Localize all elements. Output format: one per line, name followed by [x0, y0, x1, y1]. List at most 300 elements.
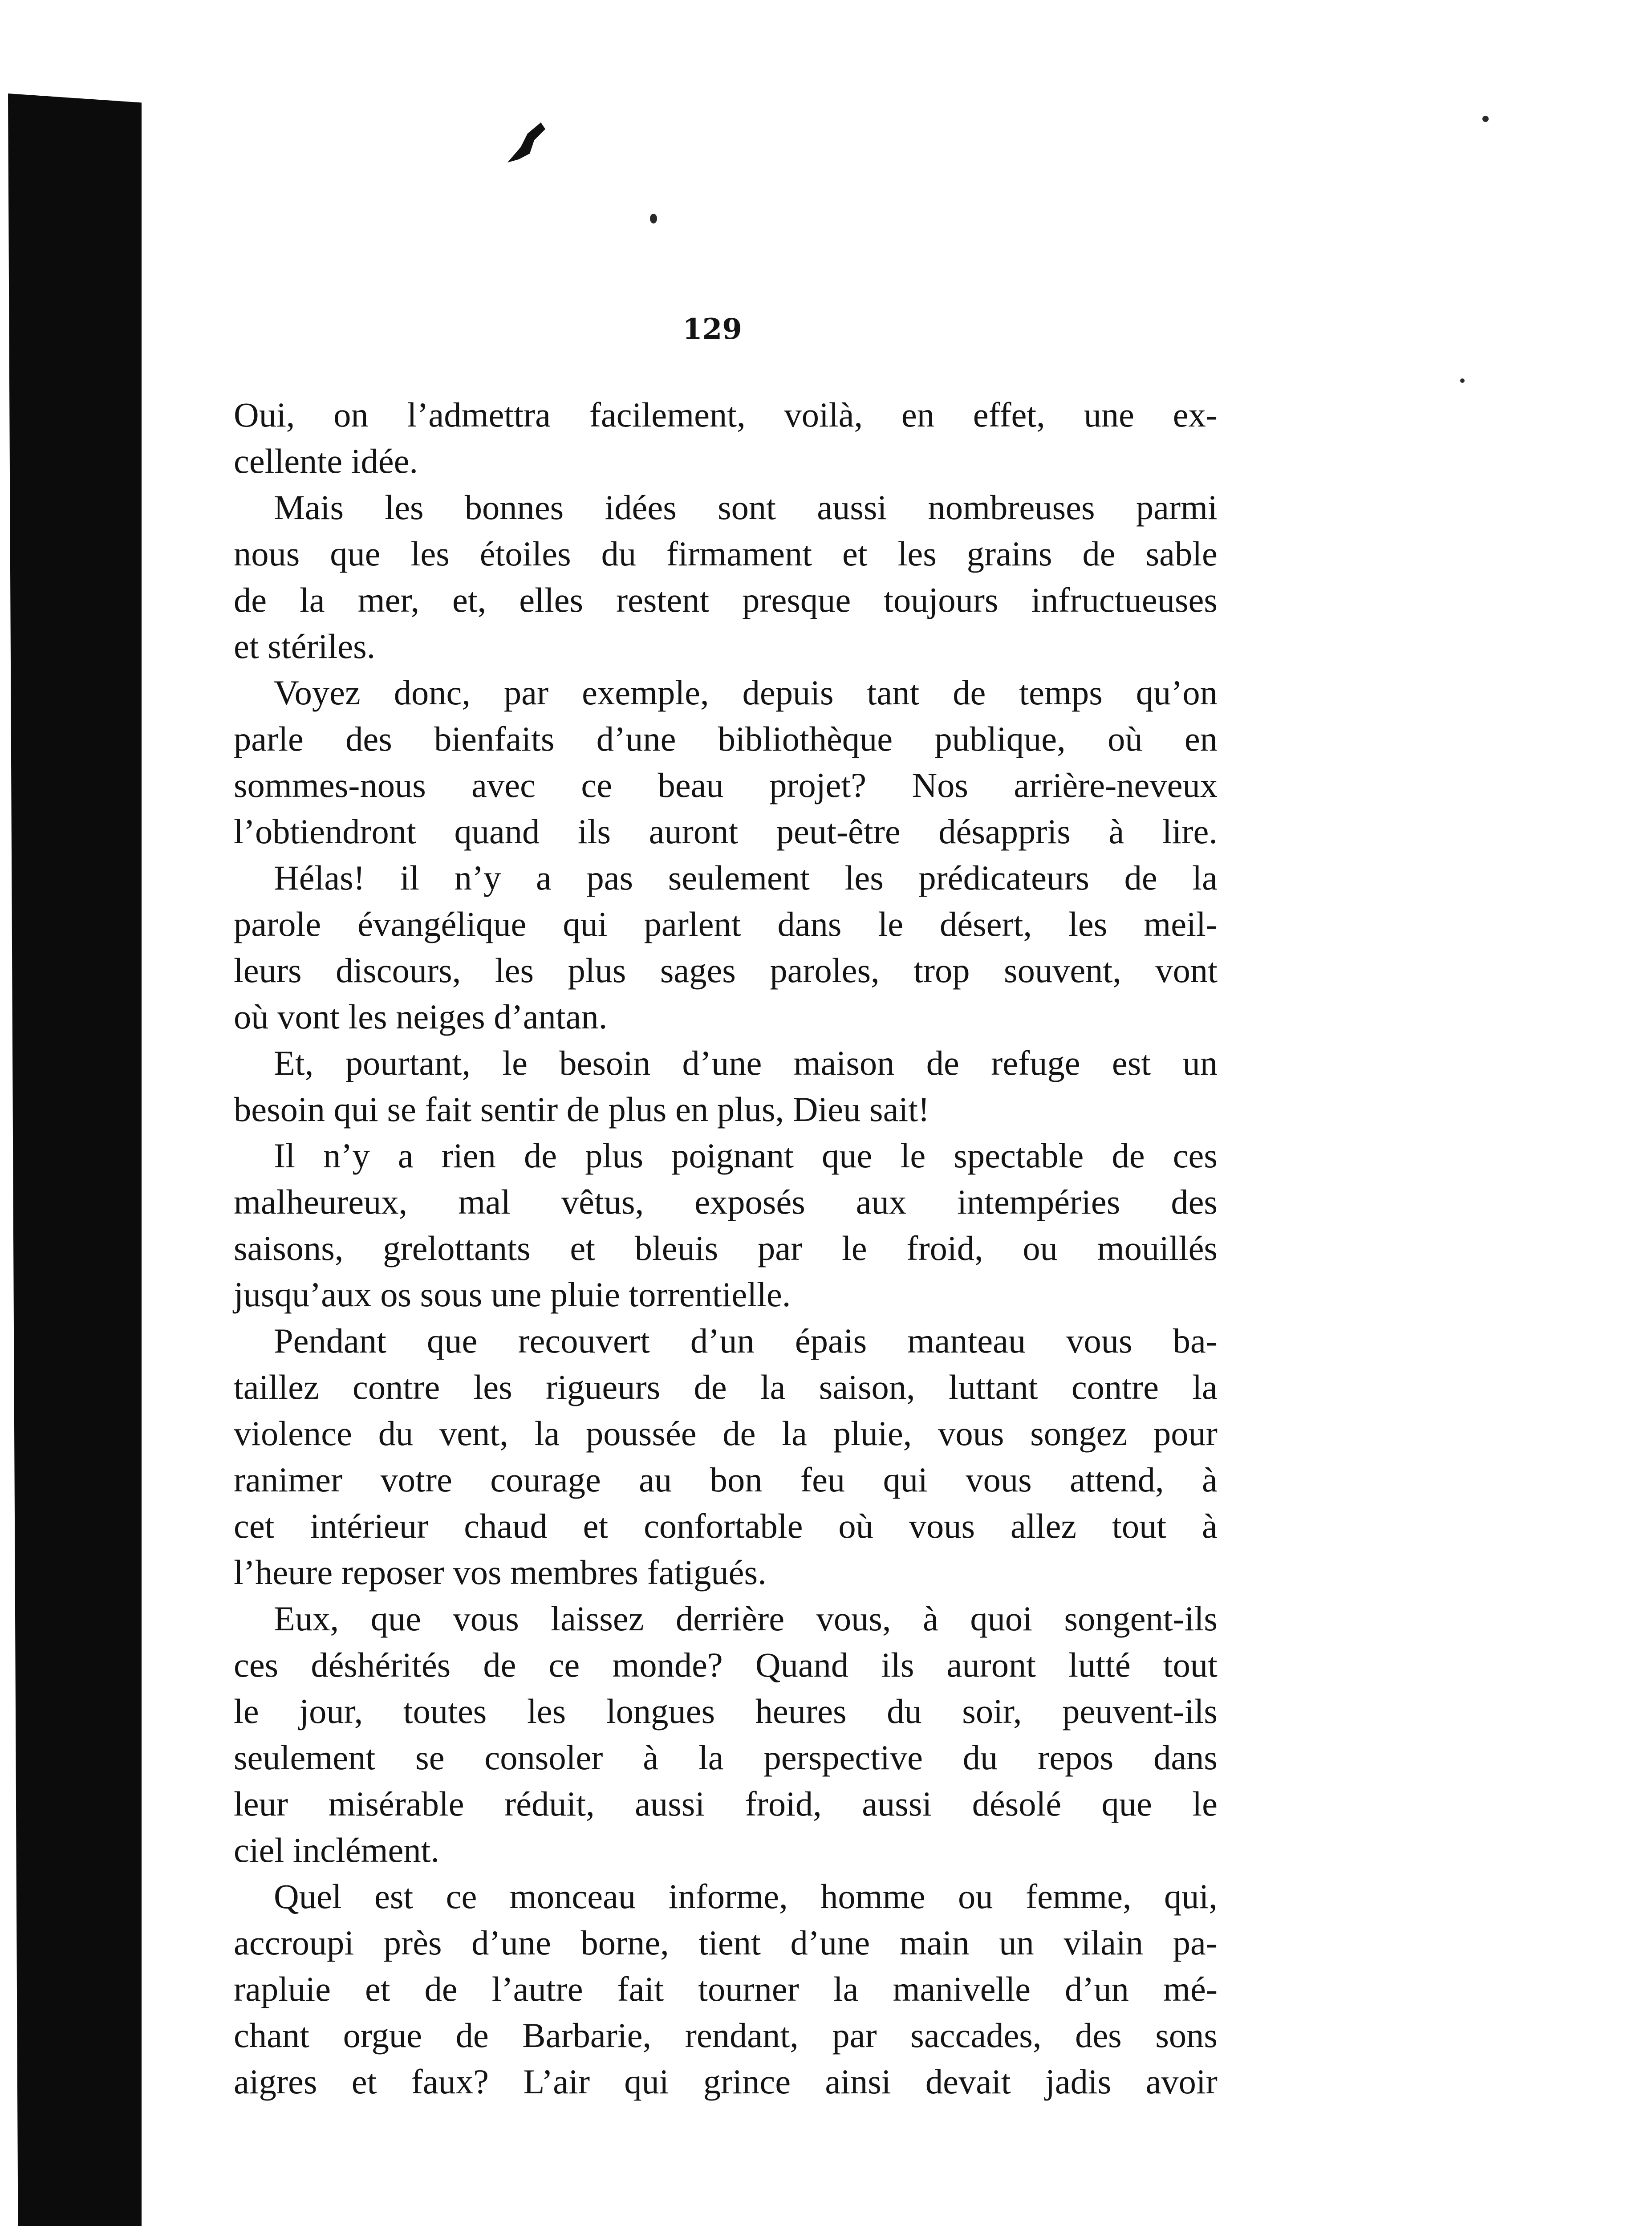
word: en — [1184, 719, 1218, 758]
word: peuvent-ils — [1062, 1692, 1218, 1730]
word: est — [1112, 1044, 1151, 1082]
word: attend, — [1070, 1460, 1164, 1499]
word: peut-être — [776, 812, 901, 851]
word: tout — [1112, 1507, 1167, 1545]
word: la — [300, 581, 325, 619]
word: soir, — [962, 1692, 1022, 1730]
word: nous — [234, 534, 300, 573]
word: évangélique — [357, 905, 527, 943]
word: de — [1082, 534, 1116, 573]
word: pluie, — [833, 1414, 912, 1453]
word: froid, — [745, 1784, 822, 1823]
word: songez — [1030, 1414, 1128, 1453]
word: paroles, — [770, 951, 880, 990]
word: main — [899, 1923, 970, 1962]
word: mé- — [1163, 1970, 1218, 2008]
word: poussée — [586, 1414, 697, 1453]
word: rigueurs — [545, 1368, 661, 1406]
word: est — [374, 1877, 414, 1916]
word: les — [495, 951, 534, 990]
word: restent — [616, 581, 710, 619]
word: le — [841, 1229, 867, 1267]
word: rapluie — [234, 1970, 331, 2008]
word: repos — [1038, 1738, 1114, 1777]
word: prédicateurs — [918, 858, 1089, 897]
word: à — [1108, 812, 1124, 851]
text-line — [234, 1920, 1218, 1966]
word: L’air — [523, 2062, 590, 2101]
word: qui, — [1164, 1877, 1218, 1916]
text-line — [234, 484, 1218, 531]
word: saison, — [819, 1368, 915, 1406]
word: accroupi — [234, 1923, 354, 1962]
word: trop — [913, 951, 970, 990]
word: jour, — [299, 1692, 363, 1730]
word: infructueuses — [1031, 581, 1218, 619]
word: ces — [1173, 1136, 1218, 1175]
word: que — [1101, 1784, 1152, 1823]
word: la — [534, 1414, 560, 1453]
text-line — [234, 670, 1218, 716]
word: par — [503, 673, 549, 712]
word: en — [901, 395, 934, 434]
word: idées — [605, 488, 677, 527]
word: sable — [1145, 534, 1218, 573]
word: misérable — [328, 1784, 464, 1823]
word: de — [722, 1414, 756, 1453]
word: parlent — [644, 905, 741, 943]
word: ce — [581, 766, 613, 804]
word: où — [838, 1507, 873, 1545]
word: discours, — [336, 951, 461, 990]
word: sont — [718, 488, 776, 527]
text-line — [234, 947, 1218, 994]
word: borne, — [580, 1923, 669, 1962]
text-line — [234, 2059, 1218, 2105]
word: Barbarie, — [522, 2016, 652, 2055]
word: d’un — [690, 1321, 755, 1360]
word: effet, — [973, 395, 1045, 434]
word: confortable — [644, 1507, 803, 1545]
word: les — [385, 488, 424, 527]
word: se — [415, 1738, 445, 1777]
text-line — [234, 1966, 1218, 2012]
word: ils — [577, 812, 611, 851]
word: allez — [1010, 1507, 1077, 1545]
word: taillez — [234, 1368, 319, 1406]
text-line — [234, 1225, 1218, 1271]
word: Quel — [274, 1877, 342, 1916]
word: tant — [867, 673, 920, 712]
word: de — [524, 1136, 557, 1175]
word: consoler — [484, 1738, 603, 1777]
word: toujours — [884, 581, 999, 619]
word: cet — [234, 1507, 275, 1545]
word: plus — [585, 1136, 644, 1175]
text-line — [234, 1040, 1218, 1086]
word: de — [455, 2016, 489, 2055]
word: presque — [742, 581, 851, 619]
word: meil- — [1144, 905, 1218, 943]
word: quand — [454, 812, 540, 851]
word: lutté — [1068, 1645, 1131, 1684]
word: et — [351, 2062, 377, 2101]
word: Et, — [274, 1044, 314, 1082]
word: de — [483, 1645, 516, 1684]
word: intempéries — [957, 1182, 1120, 1221]
word: parmi — [1136, 488, 1218, 527]
word: ce — [548, 1645, 580, 1684]
word: au — [639, 1460, 672, 1499]
text-line — [234, 2012, 1218, 2059]
word: beau — [658, 766, 724, 804]
word: exemple, — [582, 673, 709, 712]
word: contre — [1071, 1368, 1159, 1406]
text-line — [234, 1781, 1218, 1827]
word: Il — [274, 1136, 295, 1175]
word: ce — [446, 1877, 477, 1916]
word: du — [601, 534, 637, 573]
word: que — [427, 1321, 478, 1360]
word: informe, — [668, 1877, 788, 1916]
word: des — [1075, 2016, 1122, 2055]
word: projet? — [769, 766, 867, 804]
word: tient — [698, 1923, 761, 1962]
word: à — [1202, 1460, 1218, 1499]
word: elles — [519, 581, 584, 619]
word: faux? — [411, 2062, 489, 2101]
word: feu — [800, 1460, 845, 1499]
ink-speck — [1460, 378, 1465, 383]
word: la — [782, 1414, 807, 1453]
word: de — [424, 1970, 458, 2008]
word: aussi — [635, 1784, 705, 1823]
word: bon — [710, 1460, 763, 1499]
word: femme, — [1025, 1877, 1132, 1916]
text-line — [234, 1596, 1218, 1642]
word: de — [953, 673, 986, 712]
word: l’obtiendront — [234, 812, 416, 851]
word: sages — [660, 951, 736, 990]
word: avec — [471, 766, 536, 804]
word: aussi — [817, 488, 887, 527]
word: a — [536, 858, 552, 897]
word: orgue — [343, 2016, 422, 2055]
word: n’y — [323, 1136, 370, 1175]
word: avoir — [1145, 2062, 1218, 2101]
word: dans — [777, 905, 842, 943]
word: réduit, — [504, 1784, 595, 1823]
word: les — [897, 534, 937, 573]
word: qui — [624, 2062, 669, 2101]
word: n’y — [454, 858, 501, 897]
word: d’une — [471, 1923, 551, 1962]
word: depuis — [742, 673, 834, 712]
word: chant — [234, 2016, 309, 2055]
word: perspective — [763, 1738, 923, 1777]
word: de — [1124, 858, 1157, 897]
word: l’autre — [491, 1970, 583, 2008]
text-line — [234, 1410, 1218, 1457]
word: mouillés — [1097, 1229, 1218, 1267]
word: du — [378, 1414, 414, 1453]
word: désolé — [972, 1784, 1062, 1823]
text-line — [234, 762, 1218, 808]
word: ranimer — [234, 1460, 343, 1499]
text-line — [234, 1734, 1218, 1781]
word: bienfaits — [434, 719, 555, 758]
word: exposés — [694, 1182, 805, 1221]
word: qu’on — [1136, 673, 1218, 712]
word: le — [1192, 1784, 1218, 1823]
word: de — [234, 581, 267, 619]
text-line: l’heure reposer vos membres fatigués. — [234, 1553, 767, 1592]
word: mal — [458, 1182, 511, 1221]
text-line: et stériles. — [234, 627, 376, 666]
word: rendant, — [685, 2016, 799, 2055]
word: aussi — [862, 1784, 932, 1823]
word: poignant — [671, 1136, 794, 1175]
word: étoiles — [479, 534, 571, 573]
word: pa- — [1173, 1923, 1218, 1962]
text-line — [234, 1364, 1218, 1410]
word: les — [527, 1692, 566, 1730]
word: vous — [966, 1460, 1032, 1499]
word: épais — [795, 1321, 867, 1360]
word: aigres — [234, 2062, 317, 2101]
text-line — [234, 1873, 1218, 1920]
word: on — [333, 395, 369, 434]
word: par — [757, 1229, 803, 1267]
text-line: cellente idée. — [234, 442, 418, 480]
word: vous — [453, 1599, 519, 1638]
word: à — [643, 1738, 659, 1777]
word: saisons, — [234, 1229, 344, 1267]
word: facilement, — [589, 395, 746, 434]
word: ex- — [1173, 395, 1218, 434]
word: derrière — [676, 1599, 785, 1638]
word: seulement — [234, 1738, 376, 1777]
word: sons — [1155, 2016, 1218, 2055]
word: la — [1192, 1368, 1218, 1406]
word: temps — [1019, 673, 1103, 712]
word: des — [345, 719, 392, 758]
word: parle — [234, 719, 304, 758]
word: pas — [586, 858, 633, 897]
page-number: 129 — [682, 313, 742, 346]
word: refuge — [991, 1044, 1080, 1082]
word: longues — [606, 1692, 715, 1730]
text-line — [234, 531, 1218, 577]
word: besoin — [559, 1044, 651, 1082]
word: Voyez — [274, 673, 361, 712]
ink-speck — [1482, 116, 1489, 122]
word: désappris — [938, 812, 1071, 851]
word: vous, — [816, 1599, 891, 1638]
word: à — [923, 1599, 938, 1638]
word: vent, — [439, 1414, 508, 1453]
word: une — [1084, 395, 1134, 434]
word: pourtant, — [345, 1044, 471, 1082]
word: manivelle — [893, 1970, 1031, 2008]
word: d’une — [790, 1923, 870, 1962]
word: ainsi — [825, 2062, 891, 2101]
word: Pendant — [274, 1321, 386, 1360]
word: et — [570, 1229, 595, 1267]
word: vêtus, — [561, 1182, 644, 1221]
word: nombreuses — [928, 488, 1095, 527]
word: intérieur — [310, 1507, 429, 1545]
word: fait — [617, 1970, 664, 2008]
word: l’admettra — [407, 395, 551, 434]
word: du — [887, 1692, 922, 1730]
word: le — [502, 1044, 528, 1082]
word: chaud — [464, 1507, 548, 1545]
word: luttant — [948, 1368, 1038, 1406]
word: homme — [820, 1877, 925, 1916]
word: tourner — [698, 1970, 799, 2008]
word: que — [370, 1599, 421, 1638]
word: monde? — [612, 1645, 723, 1684]
word: et — [583, 1507, 609, 1545]
word: malheureux, — [234, 1182, 408, 1221]
word: et, — [452, 581, 487, 619]
word: ces — [234, 1645, 279, 1684]
word: monceau — [509, 1877, 636, 1916]
word: vont — [1155, 951, 1218, 990]
word: maison — [793, 1044, 895, 1082]
word: ou — [1023, 1229, 1058, 1267]
word: vous — [909, 1507, 975, 1545]
word: heures — [755, 1692, 847, 1730]
word: songent-ils — [1064, 1599, 1218, 1638]
word: vous — [1066, 1321, 1132, 1360]
text-line: besoin qui se fait sentir de plus en plus, Dieu sait! — [234, 1090, 930, 1129]
body-text — [234, 392, 1218, 2105]
word: bleuis — [634, 1229, 718, 1267]
word: désert, — [940, 905, 1032, 943]
word: vous — [938, 1414, 1004, 1453]
word: mer, — [357, 581, 420, 619]
word: des — [1171, 1182, 1218, 1221]
text-line — [234, 901, 1218, 947]
word: arrière-neveux — [1014, 766, 1218, 804]
word: leur — [234, 1784, 288, 1823]
word: que — [330, 534, 381, 573]
text-line: ciel inclément. — [234, 1831, 440, 1869]
word: Mais — [274, 488, 344, 527]
word: le — [234, 1692, 259, 1730]
word: qui — [563, 905, 608, 943]
word: souvent, — [1004, 951, 1121, 990]
word: la — [760, 1368, 786, 1406]
word: grince — [703, 2062, 791, 2101]
word: Eux, — [274, 1599, 339, 1638]
word: recouvert — [518, 1321, 650, 1360]
text-line — [234, 392, 1218, 438]
word: parole — [234, 905, 321, 943]
word: Quand — [755, 1645, 849, 1684]
text-line — [234, 1642, 1218, 1688]
word: lire. — [1162, 812, 1218, 851]
word: toutes — [403, 1692, 487, 1730]
word: courage — [490, 1460, 601, 1499]
word: un — [1182, 1044, 1218, 1082]
word: votre — [380, 1460, 452, 1499]
word: la — [1192, 858, 1218, 897]
text-line — [234, 808, 1218, 855]
word: bibliothèque — [718, 719, 893, 758]
word: Hélas! — [274, 858, 365, 897]
word: plus — [568, 951, 626, 990]
text-line — [234, 1688, 1218, 1734]
word: où — [1108, 719, 1143, 758]
word: firmament — [666, 534, 812, 573]
text-line — [234, 1179, 1218, 1225]
word: vilain — [1063, 1923, 1144, 1962]
word: pour — [1153, 1414, 1218, 1453]
text-line — [234, 1503, 1218, 1549]
word: froid, — [906, 1229, 983, 1267]
word: la — [698, 1738, 724, 1777]
text-line — [234, 716, 1218, 762]
text-line: jusqu’aux os sous une pluie torrentielle. — [234, 1275, 791, 1314]
word: Nos — [912, 766, 968, 804]
word: les — [410, 534, 450, 573]
word: saccades, — [910, 2016, 1042, 2055]
word: rien — [441, 1136, 496, 1175]
word: il — [400, 858, 420, 897]
word: un — [999, 1923, 1034, 1962]
word: d’un — [1065, 1970, 1129, 2008]
word: du — [962, 1738, 998, 1777]
word: contre — [353, 1368, 440, 1406]
word: d’une — [596, 719, 676, 758]
word: violence — [234, 1414, 352, 1453]
word: qui — [883, 1460, 928, 1499]
word: auront — [946, 1645, 1036, 1684]
word: de — [1112, 1136, 1145, 1175]
word: déshérités — [311, 1645, 451, 1684]
text-line — [234, 855, 1218, 901]
word: et — [842, 534, 868, 573]
word: auront — [649, 812, 739, 851]
text-line: où vont les neiges d’antan. — [234, 997, 608, 1036]
word: de — [926, 1044, 959, 1082]
word: jadis — [1045, 2062, 1112, 2101]
word: laissez — [551, 1599, 644, 1638]
word: spectable — [954, 1136, 1084, 1175]
word: voilà, — [784, 395, 863, 434]
word: Oui, — [234, 395, 295, 434]
word: grelottants — [383, 1229, 531, 1267]
word: seulement — [668, 858, 810, 897]
word: tout — [1163, 1645, 1218, 1684]
word: devait — [925, 2062, 1011, 2101]
word: bonnes — [464, 488, 564, 527]
word: d’une — [682, 1044, 762, 1082]
word: de — [694, 1368, 727, 1406]
word: par — [832, 2016, 877, 2055]
word: quoi — [970, 1599, 1032, 1638]
word: dans — [1153, 1738, 1218, 1777]
word: grains — [966, 534, 1052, 573]
word: le — [878, 905, 904, 943]
word: donc, — [394, 673, 471, 712]
word: leurs — [234, 951, 302, 990]
word: manteau — [907, 1321, 1026, 1360]
word: a — [398, 1136, 414, 1175]
